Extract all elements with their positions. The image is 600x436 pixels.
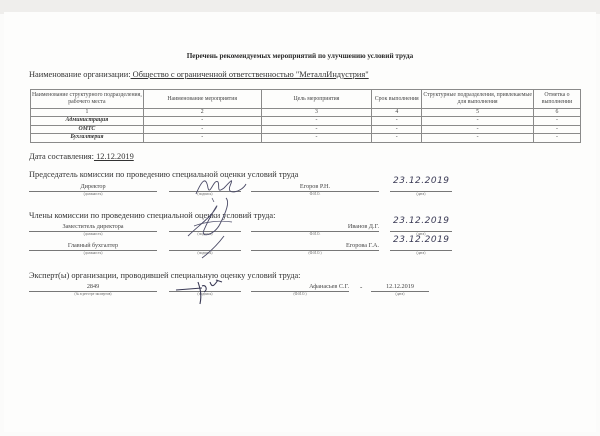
header-involved-units: Структурные подразделения, привлекаемые для выполнения [422, 90, 534, 109]
signature-caption: (подпись) [197, 192, 213, 196]
name-caption: (Ф.И.О.) [293, 292, 307, 296]
date-caption: (дата) [395, 292, 405, 296]
member-handwritten-date: 23.12.2019 [393, 216, 450, 226]
expert-signature-row [29, 282, 449, 302]
date-compiled-label: Дата составления: [29, 152, 94, 161]
department-cell: Бухгалтерия [31, 134, 144, 143]
table-cell: - [372, 117, 422, 126]
position-caption: (должность) [83, 232, 103, 236]
table-cell: - [372, 125, 422, 134]
column-number: 5 [422, 109, 534, 117]
table-cell: - [422, 134, 534, 143]
table-cell: - [143, 125, 261, 134]
table-cell: - [534, 125, 581, 134]
date-compiled-line [29, 152, 134, 161]
table-cell: - [261, 134, 372, 143]
signature-caption: (подпись) [197, 292, 213, 296]
column-number: 6 [534, 109, 581, 117]
header-measure: Наименование мероприятия [143, 90, 261, 109]
column-numbers-row [31, 109, 581, 117]
table-cell: - [422, 125, 534, 134]
column-number: 1 [31, 109, 144, 117]
table-row [31, 134, 581, 143]
column-number: 3 [261, 109, 372, 117]
position-caption: (должность) [83, 192, 103, 196]
name-caption: Ф.И.О. [309, 232, 321, 236]
table-cell: - [143, 134, 261, 143]
column-number: 4 [372, 109, 422, 117]
name-caption: (Ф.И.О.) [308, 251, 322, 255]
table-cell: - [261, 117, 372, 126]
column-number: 2 [143, 109, 261, 117]
position-caption: (должность) [83, 251, 103, 255]
separator-dash: - [360, 283, 363, 291]
expert-heading: Эксперт(ы) организации, проводившей специальную оценку условий труда: [29, 271, 301, 280]
date-caption: (дата) [416, 251, 426, 255]
chairman-position: Директор [29, 182, 157, 192]
member-name: Иванов Д.Г. [251, 222, 379, 232]
document-title: Перечень рекомендуемых мероприятий по улучшению условий труда [186, 52, 414, 60]
expert-signature [172, 276, 228, 306]
table-cell: - [534, 117, 581, 126]
department-cell: ОМТС [31, 125, 144, 134]
member-position: Главный бухгалтер [29, 241, 157, 251]
table-cell: - [422, 117, 534, 126]
department-cell: Администрация [31, 117, 144, 126]
organization-line [29, 70, 369, 79]
expert-registry-number: 2849 [29, 282, 157, 292]
chairman-heading: Председатель комиссии по проведению специальной оценки условий труда [29, 170, 299, 179]
table-cell: - [261, 125, 372, 134]
member-handwritten-date: 23.12.2019 [393, 235, 450, 245]
signature-caption: (подпись) [197, 251, 213, 255]
chairman-handwritten-date: 23.12.2019 [393, 176, 450, 186]
signature-caption: (подпись) [197, 232, 213, 236]
member-name: Егорова Г.А. [251, 241, 379, 251]
measures-table [30, 89, 581, 143]
header-department: Наименование структурного подразделения, рабочего места [31, 90, 144, 109]
header-completion-mark: Отметка о выполнении [534, 90, 581, 109]
organization-label: Наименование организации: [29, 70, 131, 79]
date-caption: (дата) [416, 192, 426, 196]
table-cell: - [534, 134, 581, 143]
member-signature [180, 196, 250, 262]
registry-caption: (№ в реестре экспертов) [74, 292, 112, 296]
organization-name: Общество с ограниченной ответственностью "МеталлИндустрия" [130, 70, 369, 79]
date-caption: (дата) [416, 232, 426, 236]
table-header-row [31, 90, 581, 109]
table-cell: - [372, 134, 422, 143]
expert-date: 12.12.2019 [371, 282, 429, 292]
members-heading: Члены комиссии по проведению специальной оценки условий труда: [29, 211, 276, 220]
table-row [31, 117, 581, 126]
member-position: Заместитель директора [29, 222, 157, 232]
date-compiled-value: 12.12.2019 [93, 152, 134, 161]
table-cell: - [143, 117, 261, 126]
header-deadline: Срок выполнения [372, 90, 422, 109]
name-caption: Ф.И.О. [309, 192, 321, 196]
expert-name: Афанасьев С.Г. [251, 282, 349, 292]
header-goal: Цель мероприятия [261, 90, 372, 109]
chairman-name: Егоров Р.Н. [251, 182, 379, 192]
table-row [31, 125, 581, 134]
